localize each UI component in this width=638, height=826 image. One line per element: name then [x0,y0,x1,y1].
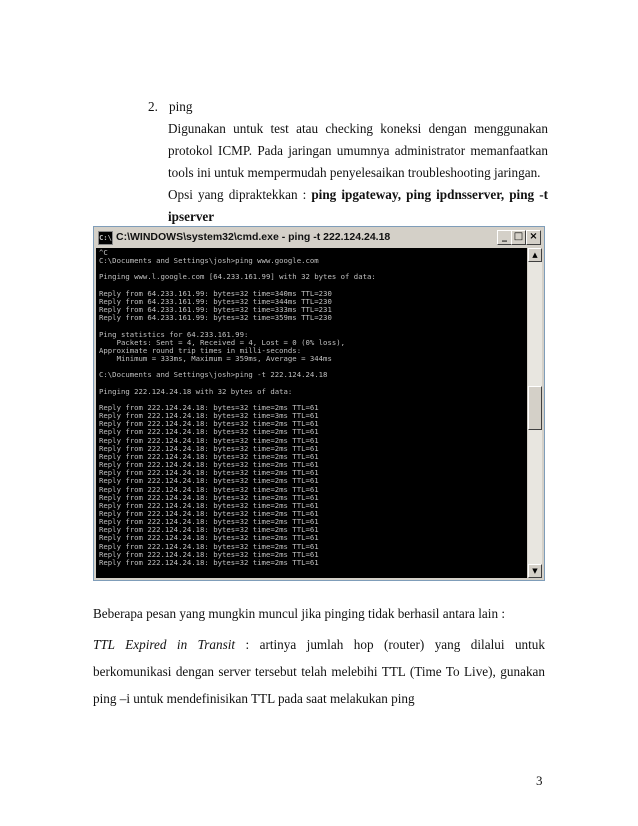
practice-commands: ping ipgateway, ping ipdnsserver, ping -t ipserver [168,187,548,224]
console-text: ^C C:\Documents and Settings\josh>ping www.google.com Pinging www.l.google.com [64.233.161.99] with 32 bytes of data: Reply from 64.233.161.99: bytes=32 time=340ms TTL=230 Reply from 64.233.161.99: bytes=32 time=344ms TTL=230 Reply from 64.233.161.99: bytes=32 time=333ms TTL=231 Reply from 64.233.161.99: bytes=32 time=359ms TTL=230 Ping statistics for 64.233.161.99: Packets: Sent = 4, Received = 4, Lost = 0 (0% loss), Approximate round trip times in milli-seconds: Minimum = 333ms, Maximum = 359ms, Average = 344ms C:\Documents and Settings\josh>ping -t 222.124.24.18 Pinging 222.124.24.18 with 32 bytes of data: Reply from 222.124.24.18: bytes=32 time=2ms TTL=61 Reply from 222.124.24.18: bytes=32 time=3ms TTL=61 Reply from 222.124.24.18: bytes=32 time=2ms TTL=61 Reply from 222.124.24.18: bytes=32 time=2ms TTL=61 Reply from 222.124.24.18: bytes=32 time=2ms TTL=61 Reply from 222.124.24.18: bytes=32 time=2ms TTL=61 Reply from 222.124.24.18: bytes=32 time=2ms TTL=61 Reply from 222.124.24.18: bytes=32 time=2ms TTL=61 Reply from 222.124.24.18: bytes=32 time=2ms TTL=61 Reply from 222.124.24.18: bytes=32 time=2ms TTL=61 Reply from 222.124.24.18: bytes=32 time=2ms TTL=61 Reply from 222.124.24.18: bytes=32 time=2ms TTL=61 Reply from 222.124.24.18: bytes=32 time=2ms TTL=61 Reply from 222.124.24.18: bytes=32 time=2ms TTL=61 Reply from 222.124.24.18: bytes=32 time=2ms TTL=61 Reply from 222.124.24.18: bytes=32 time=2ms TTL=61 Reply from 222.124.24.18: bytes=32 time=2ms TTL=61 Reply from 222.124.24.18: bytes=32 time=2ms TTL=61 Reply from 222.124.24.18: bytes=32 time=2ms TTL=61 Reply from 222.124.24.18: bytes=32 time=2ms TTL=61 [99,248,376,567]
ping-description: Digunakan untuk test atau checking koneksi dengan menggunakan protokol ICMP. Pada jaringan umumnya administrator memanfaatkan tools ini untuk mempermudah penyelesaikan troubleshooting jaringan. [168,121,548,180]
maximize-button[interactable]: □ [511,230,526,245]
page-number: 3 [536,773,543,788]
scroll-down-button[interactable]: ▼ [528,564,542,578]
scroll-thumb[interactable] [528,386,542,430]
window-titlebar[interactable] [95,228,543,247]
ttl-term: TTL Expired in Transit [93,637,236,652]
list-heading: ping [169,99,193,114]
list-number: 2. [148,99,158,114]
cmd-app-icon: C:\ [98,231,113,245]
practice-label: Opsi yang dipraktekkan : [168,187,312,202]
intro-paragraph: Beberapa pesan yang mungkin muncul jika pinging tidak berhasil antara lain : [93,606,505,621]
close-button[interactable]: × [526,230,541,245]
cmd-window [93,226,545,581]
console-output[interactable] [96,248,527,578]
window-title: C:\WINDOWS\system32\cmd.exe - ping -t 222.124.24.18 [116,231,391,243]
scroll-up-button[interactable]: ▲ [528,248,542,262]
ttl-expired-paragraph [93,631,545,712]
practice-options [168,184,548,228]
ttl-explanation: : artinya jumlah hop (router) yang dilalui untuk berkomunikasi dengan server tersebut telah melebihi TTL (Time To Live), gunakan ping –i untuk mendefinisikan TTL pada saat melakukan ping [93,637,545,706]
minimize-button[interactable]: _ [497,230,512,245]
vertical-scrollbar[interactable] [528,248,542,578]
